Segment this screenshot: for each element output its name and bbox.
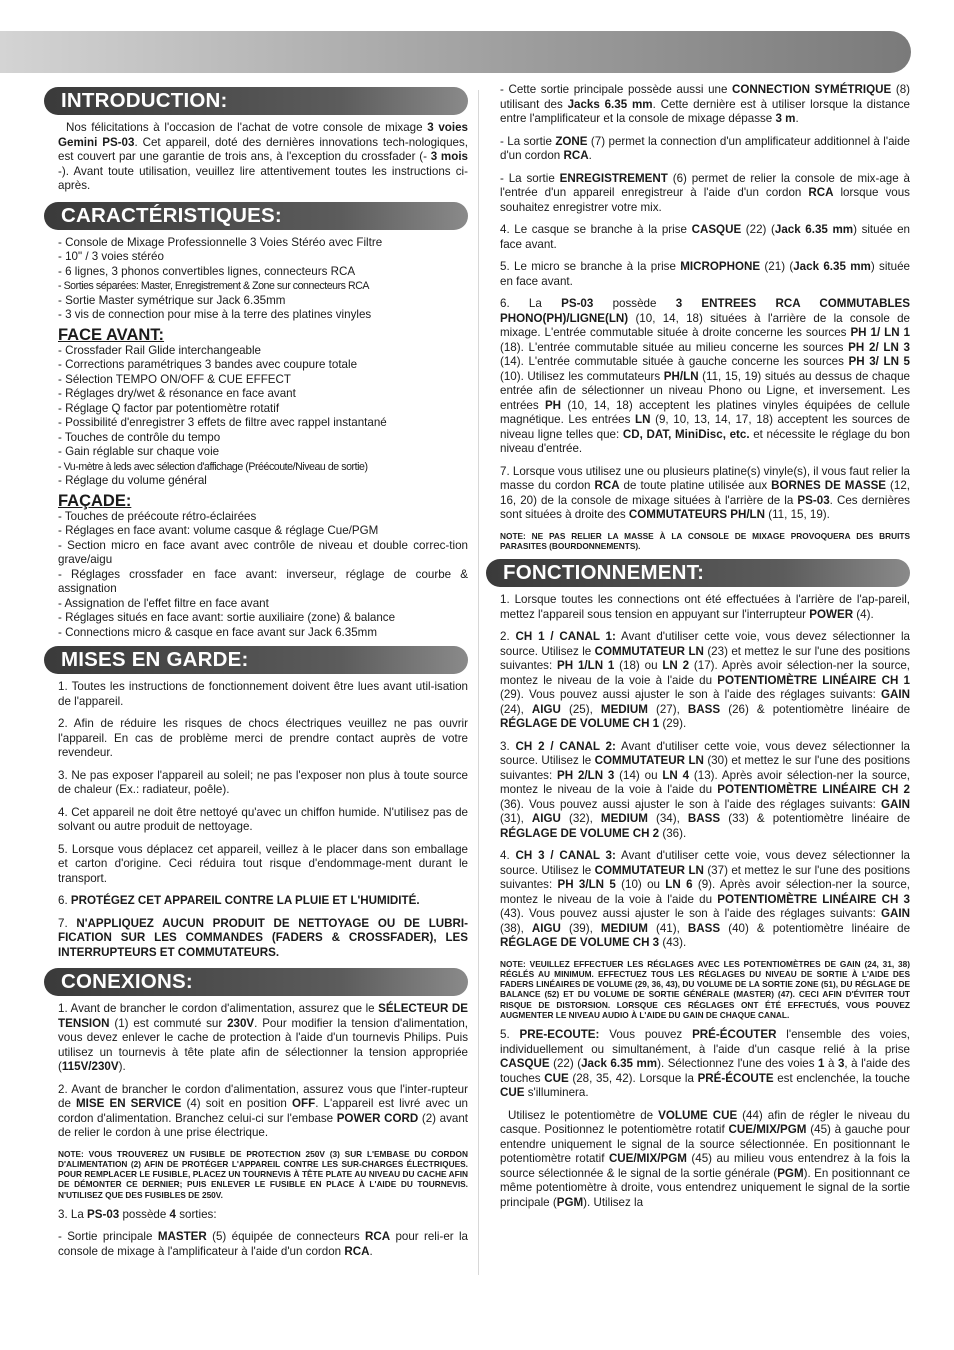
- output-paragraph: - Cette sortie principale possède aussi une CONNECTION SYMÉTRIQUE (8) utilisant des Jacks 6.35 mm. Cette dernière est à utiliser lorsque la distance entre l'amplificateur et la console de mixage dépasse 3 m.: [500, 83, 911, 125]
- warning-paragraph: 4. Cet appareil ne doit être nettoyé qu'avec un chiffon humide. N'utilisez pas de solvant ou autre produit de nettoyage.: [58, 805, 468, 833]
- list-item: - Sélection TEMPO ON/OFF & CUE EFFECT: [58, 372, 291, 386]
- list-item: - Section micro en face avant avec contrôle de niveau et double correc-tion grave/aigu: [58, 538, 468, 566]
- operation-paragraph: 1. Lorsque toutes les connections ont été effectuées à l'arrière de l'ap-pareil, mettez l'appareil sous tension en appuyant sur l'interrupteur POWER (4).: [500, 593, 910, 621]
- warning-paragraph: 3. Ne pas exposer l'appareil au soleil; ne pas l'exposer non plus à toute source de chaleur (Ex.: radiateur, poêle).: [58, 768, 468, 796]
- ground-paragraph: 7. Lorsque vous utilisez une ou plusieurs platine(s) vinyle(s), il vous faut relier la masse du cordon RCA de toute platine utilisée aux BORNES DE MASSE (12, 16, 20) de la console de mixage situées à l'arrière de la PS-03. Ces dernières sont situées à droite des COMMUTATEURS PH/LN (11, 15, 19).: [500, 464, 910, 521]
- operation-paragraph: 5. PRE-ECOUTE: Vous pouvez PRÉ-ÉCOUTER l'ensemble des voies, individuellement ou simultanément, à l'aide d'un casque relié à la prise CASQUE (22) (Jack 6.35 mm). Sélectionnez l'une des voies 1 à 3, à l'aide des touches CUE (28, 35, 42). Lorsque la PRÉ-ÉCOUTE est enclenchée, la touche CUE s'illuminera.: [500, 1028, 911, 1100]
- list-item: - Réglages en face avant: volume casque & réglage Cue/PGM: [58, 524, 379, 537]
- output-paragraph: 4. Le casque se branche à la prise CASQUE (22) (Jack 6.35 mm) située en face avant.: [500, 223, 911, 251]
- fuse-note: NOTE: VOUS TROUVEREZ UN FUSIBLE DE PROTECTION 250V (3) SUR L'EMBASE DU CORDON D'ALIMENTATION (2) AFIN DE PROTÉGER L'APPAREIL CONTRE LES SUR-CHARGES ÉLECTRIQUES. POUR REMPLACER LE FUSIBLE, PLACEZ UN TOURNEVIS À TÊTE PLATE AU NIVEAU DU CACHE AFIN DE DÉMONTER CE DERNIER; PUIS ENLEVER LE FUSIBLE EN PLACE À L'AIDE DU TOURNEVIS. N'UTILISEZ QUE DES FUSIBLES DE 250V.: [58, 1148, 468, 1200]
- list-item: - Sorties séparées: Master, Enregistrement & Zone sur connecteurs RCA: [58, 280, 370, 292]
- warning-paragraph: 2. Afin de réduire les risques de chocs électriques veuillez ne pas ouvrir l'appareil. En cas de problème merci de prendre contact auprès de votre revendeur.: [58, 717, 468, 759]
- connections-paragraph: 1. Avant de brancher le cordon d'alimentation, assurez que le SÉLECTEUR DE TENSION (1) est commuté sur 230V. Pour modifier la tension d'alimentation, vous devez enlever le cache de protection à l'aide d'un tournevis Philips. Puis utilisez un tournevis à tête plate afin de sélectionner la tension appropriée (115V/230V).: [58, 1002, 469, 1073]
- facade-list: [58, 510, 468, 641]
- list-item: - 10" / 3 voies stéréo: [58, 250, 164, 263]
- section-title-connections: CONEXIONS:: [44, 968, 468, 996]
- list-item: - 6 lignes, 3 phonos convertibles lignes, connecteurs RCA: [58, 264, 356, 278]
- operation-paragraph: 2. CH 1 / CANAL 1: Avant d'utiliser cette voie, vous devez sélectionner la source. Utilisez le COMMUTATEUR LN (23) et mettez le sur l'une des positions suivantes: PH 1/LN 1 (18) ou LN 2 (17). Après avoir sélection-ner la source, montez le niveau de la voie à l'aide du POTENTIOMÈTRE LINÉAIRE CH 1 (29). Vous pouvez aussi ajuster le son à l'aide des réglages suivants: GAIN (24), AIGU (25), MEDIUM (27), BASS (26) & potentiomètre linéaire de RÉGLAGE DE VOLUME CH 1 (29).: [500, 630, 911, 731]
- list-item: - Réglage Q factor par potentiomètre rotatif: [58, 401, 280, 415]
- column-divider: [478, 90, 479, 1275]
- list-item: - Gain réglable sur chaque voie: [58, 445, 220, 458]
- face-avant-list: [58, 344, 468, 489]
- list-item: - Corrections paramétriques 3 bandes avec coupure totale: [58, 358, 358, 371]
- list-item: - 3 vis de connection pour mise à la terre des platines vinyles: [58, 308, 372, 321]
- list-item: - Connections micro & casque en face avant sur Jack 6.35mm: [58, 625, 377, 639]
- ground-note: NOTE: NE PAS RELIER LA MASSE À LA CONSOLE DE MIXAGE PROVOQUERA DES BRUITS PARASITES (BOURDONNEMENTS).: [500, 530, 910, 551]
- connections-paragraph: 3. La PS-03 possède 4 sorties:: [58, 1207, 217, 1221]
- header-bar: [0, 31, 911, 73]
- warning-paragraph: 5. Lorsque vous déplacez cet appareil, veillez à le placer dans son emballage et carton d'origine. Ceci réduira tout risque d'endommage-ment durant le transport.: [58, 842, 468, 885]
- output-paragraph: 5. Le micro se branche à la prise MICROPHONE (21) (Jack 6.35 mm) située en face avant.: [500, 260, 910, 288]
- output-paragraph: - La sortie ENREGISTREMENT (6) permet de relier la console de mix-age à l'entrée d'un appareil enregistreur à l'aide d'un cordon RCA lorsque vous souhaitez enregistrer votre mix.: [500, 171, 910, 214]
- section-title-features: CARACTÉRISTIQUES:: [44, 202, 468, 230]
- list-item: - Crossfader Rail Glide interchangeable: [58, 343, 261, 357]
- warning-paragraph: 1. Toutes les instructions de fonctionnement doivent être lues avant util-isation de l'appareil.: [58, 680, 468, 708]
- operation-paragraph: 4. CH 3 / CANAL 3: Avant d'utiliser cette voie, vous devez sélectionner la source. Utilisez le COMMUTATEUR LN (37) et mettez le sur l'une des positions suivantes: PH 3/LN 5 (10) ou LN 6 (9). Après avoir sélection-ner la source, montez le niveau de la voie à l'aide du POTENTIOMÈTRE LINÉAIRE CH 3 (43). Vous pouvez aussi ajuster le son à l'aide des réglages suivants: GAIN (38), AIGU (39), MEDIUM (41), BASS (40) & potentiomètre linéaire de RÉGLAGE DE VOLUME CH 3 (43).: [500, 849, 911, 950]
- list-item: - Sortie Master symétrique sur Jack 6.35mm: [58, 293, 286, 307]
- section-title-introduction: INTRODUCTION:: [44, 87, 468, 115]
- list-item: - Réglages dry/wet & résonance en face avant: [58, 387, 296, 400]
- list-item: - Touches de contrôle du tempo: [58, 430, 221, 444]
- section-title-warnings: MISES EN GARDE:: [44, 646, 468, 674]
- subheading-facade: FAÇADE:: [58, 491, 132, 510]
- operation-paragraph: 3. CH 2 / CANAL 2: Avant d'utiliser cette voie, vous devez sélectionner la source. Utilisez le COMMUTATEUR LN (30) et mettez le sur l'une des positions suivantes: PH 2/LN 3 (14) ou LN 4 (13). Après avoir sélection-ner la source, montez le niveau de la voie à l'aide du POTENTIOMÈTRE LINÉAIRE CH 2 (36). Vous pouvez aussi ajuster le son à l'aide des réglages suivants: GAIN (31), AIGU (32), MEDIUM (34), BASS (33) & potentiomètre linéaire de RÉGLAGE DE VOLUME CH 2 (36).: [500, 739, 911, 840]
- operation-paragraph: Utilisez le potentiomètre de VOLUME CUE (44) afin de régler le niveau du casque. Positionnez le potentiomètre rotatif CUE/MIX/PGM (45) à gauche pour entendre uniquement le signal de la source sélectionnée. En positionnant le potentiomètre rotatif CUE/MIX/PGM (45) au milieu vous entendrez à la fois la source sélectionnée & le signal de la sortie générale (PGM). En positionnant ce même potentiomètre à droite, vous entendrez uniquement le signal de la sortie principale (PGM). Utilisez la: [500, 1108, 911, 1209]
- section-title-operation: FONCTIONNEMENT:: [486, 559, 910, 587]
- left-column: [58, 83, 468, 1267]
- output-paragraph: - La sortie ZONE (7) permet la connection d'un amplificateur additionnel à l'aide d'un cordon RCA.: [500, 134, 910, 162]
- warning-paragraph: 6. PROTÉGEZ CET APPAREIL CONTRE LA PLUIE ET L'HUMIDITÉ.: [58, 894, 420, 907]
- connections-paragraph: - Sortie principale MASTER (5) équipée de connecteurs RCA pour reli-er la console de mixage à l'amplificateur à l'aide d'un cordon RCA.: [58, 1230, 468, 1258]
- connections-paragraph: 2. Avant de brancher le cordon d'alimentation, assurez vous que l'inter-rupteur de MISE EN SERVICE (4) soit en position OFF. L'appareil est livré avec un cordon d'alimentation. Branchez celui-ci sur l'embase POWER CORD (2) avant de relier le cordon à une prise électrique.: [58, 1082, 468, 1139]
- inputs-paragraph: 6. La PS-03 possède 3 ENTREES RCA COMMUTABLES PHONO(PH)/LIGNE(LN) (10, 14, 18) situées à l'arrière de la console de mixage. L'entrée commutable située à droite concerne les sources PH 1/ LN 1 (18). L'entrée commutable située au milieu concerne les sources PH 2/ LN 3 (14). L'entrée commutable située à gauche concerne les sources PH 3/ LN 5 (10). Utilisez les commutateurs PH/LN (11, 15, 19) situés au dessus de chaque entrée afin de sélectionner un niveau Phono ou Ligne, et inversement. Les entrées PH (10, 14, 18) acceptent les platines vinyles équipées de cellule magnétique. Les entrées LN (9, 10, 13, 14, 17, 18) acceptent les sources de niveau ligne telles que: CD, DAT, MiniDisc, etc. et nécessite le réglage du bon niveau d'entrée.: [500, 297, 911, 455]
- list-item: - Réglage du volume général: [58, 474, 207, 487]
- list-item: - Vu-mètre à leds avec sélection d'affichage (Préécoute/Niveau de sortie): [58, 460, 368, 473]
- warning-paragraph: 7. N'APPLIQUEZ AUCUN PRODUIT DE NETTOYAGE OU DE LUBRI-FICATION SUR LES COMMANDES (FADERS & CROSSFADER), LES INTERRUPTEURS ET COMMUTATEURS.: [58, 916, 468, 959]
- subheading-face-avant: FACE AVANT:: [58, 325, 165, 344]
- list-item: - Réglages situés en face avant: sortie auxiliaire (zone) & balance: [58, 611, 396, 624]
- list-item: - Touches de préécoute rétro-éclairées: [58, 509, 257, 523]
- gain-note: NOTE: VEUILLEZ EFFECTUER LES RÉGLAGES AVEC LES POTENTIOMÈTRES DE GAIN (24, 31, 38) RÉGLÉS AU MINIMUM. EFFECTUEZ TOUS LES RÉGLAGES DU NIVEAU DE SORTIE À L'AIDE DES FADERS LINÉAIRES DE VOLUME (29, 36, 43), DU VOLUME DE LA SORTIE ZONE (51), DU RÉGLAGE DE BALANCE (52) ET DU VOLUME DE SORTIE GÉNÉRALE (MASTER) (47). CECI AFIN D'ÉVITER TOUT RISQUE DE DISTORSION. LORSQUE CES RÉGLAGES ONT ÉTÉ EFFECTUÉS, VOUS POUVEZ AUGMENTER LE NIVEAU AUDIO À L'AIDE DU GAIN DE CHAQUE CANAL.: [500, 958, 910, 1021]
- list-item: - Console de Mixage Professionnelle 3 Voies Stéréo avec Filtre: [58, 235, 383, 249]
- list-item: - Réglages crossfader en face avant: inverseur, réglage de courbe & assignation: [58, 567, 468, 595]
- right-column: [500, 83, 910, 1218]
- list-item: - Assignation de l'effet filtre en face avant: [58, 596, 269, 610]
- intro-paragraph: Nos félicitations à l'occasion de l'achat de votre console de mixage 3 voies Gemini PS-03. Cet appareil, doté des dernières innovations tech-nologiques, est couvert par une garantie de trois ans, à l'exception du crossfader (- 3 mois -). Avant toute utilisation, veuillez lire attentivement toutes les instructions ci-après.: [58, 121, 468, 192]
- list-item: - Possibilité d'enregistrer 3 effets de filtre avec rappel instantané: [58, 416, 387, 429]
- features-list: [58, 236, 468, 323]
